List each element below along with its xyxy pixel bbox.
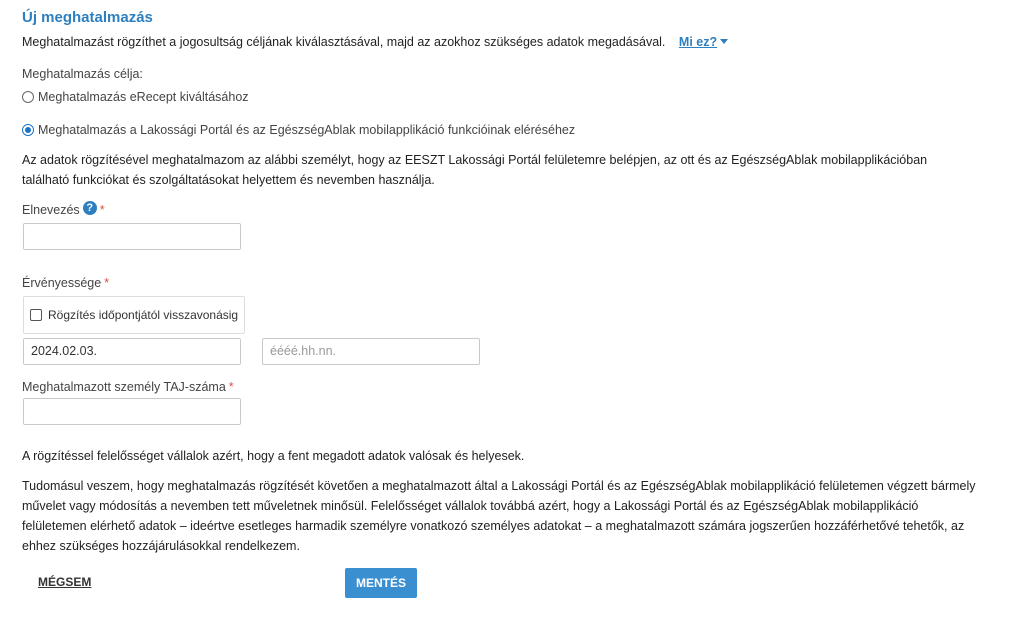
intro-sentence: Meghatalmazást rögzíthet a jogosultság céljának kiválasztásával, majd az azokhoz szükséges adatok megadásával. <box>22 35 666 49</box>
radio-button-portal[interactable] <box>22 124 34 136</box>
required-mark: * <box>99 203 105 217</box>
name-input[interactable] <box>23 223 241 250</box>
taj-label-text: Meghatalmazott személy TAJ-száma <box>22 380 226 394</box>
purpose-label: Meghatalmazás célja: <box>22 67 143 81</box>
validity-label <box>22 276 109 290</box>
validity-label-text: Érvényessége <box>22 276 102 290</box>
radio-button-erecept[interactable] <box>22 91 34 103</box>
statement-responsibility: A rögzítéssel felelősséget vállalok azért, hogy a fent megadott adatok valósak és helyesek. <box>22 449 525 463</box>
required-mark: * <box>104 276 110 290</box>
taj-label <box>22 380 234 394</box>
what-is-this-label: Mi ez? <box>678 35 718 49</box>
page-title: Új meghatalmazás <box>22 9 153 26</box>
radio-portal[interactable] <box>22 123 575 137</box>
name-label-text: Elnevezés <box>22 203 80 217</box>
until-revoked-label: Rögzítés időpontjától visszavonásig <box>48 308 239 322</box>
save-button[interactable]: MENTÉS <box>345 568 417 598</box>
cancel-button[interactable]: MÉGSEM <box>38 575 92 589</box>
radio-erecept-label: Meghatalmazás eRecept kiváltásához <box>38 90 249 104</box>
statement-acknowledgement: Tudomásul veszem, hogy meghatalmazás rögzítését követően a meghatalmazott által a Lakossági Portál és az EgészségAblak mobilapplikáció felületemen végzett bármely művelet vagy módosítás a nevemben tett műveletnek minősül. Felelősséget vállalok továbbá azért, hogy a Lakossági Portál és az EgészségAblak mobilapplikáció felületemen elérhető adatok – ideértve esetleges harmadik személyre vonatkozó személyes adatokat – a meghatalmazott számára jogszerűen hozzáférhetővé tehetők, az ehhez szükséges hozzájárulásokkal rendelkezem. <box>22 479 976 553</box>
date-from-input[interactable]: 2024.02.03. <box>23 338 241 365</box>
question-circle-icon[interactable]: ? <box>83 201 97 215</box>
purpose-description: Az adatok rögzítésével meghatalmazom az alábbi személyt, hogy az EESZT Lakossági Portál felületemre belépjen, az ott és az EgészségAblak mobilapplikációban található funkciókat és szolgáltatásokat helyettem és nevemben használja. <box>22 153 928 187</box>
caret-down-icon <box>720 39 728 44</box>
intro-text <box>22 35 728 49</box>
date-to-input[interactable]: éééé.hh.nn. <box>262 338 480 365</box>
radio-erecept[interactable] <box>22 90 249 104</box>
what-is-this-link[interactable] <box>679 35 728 49</box>
until-revoked-checkbox[interactable] <box>30 309 42 321</box>
until-revoked-checkbox-group[interactable] <box>23 296 245 334</box>
taj-input[interactable] <box>23 398 241 425</box>
radio-portal-label: Meghatalmazás a Lakossági Portál és az EgészségAblak mobilapplikáció funkcióinak eléréséhez <box>38 123 576 137</box>
name-label <box>22 201 105 217</box>
required-mark: * <box>228 380 234 394</box>
